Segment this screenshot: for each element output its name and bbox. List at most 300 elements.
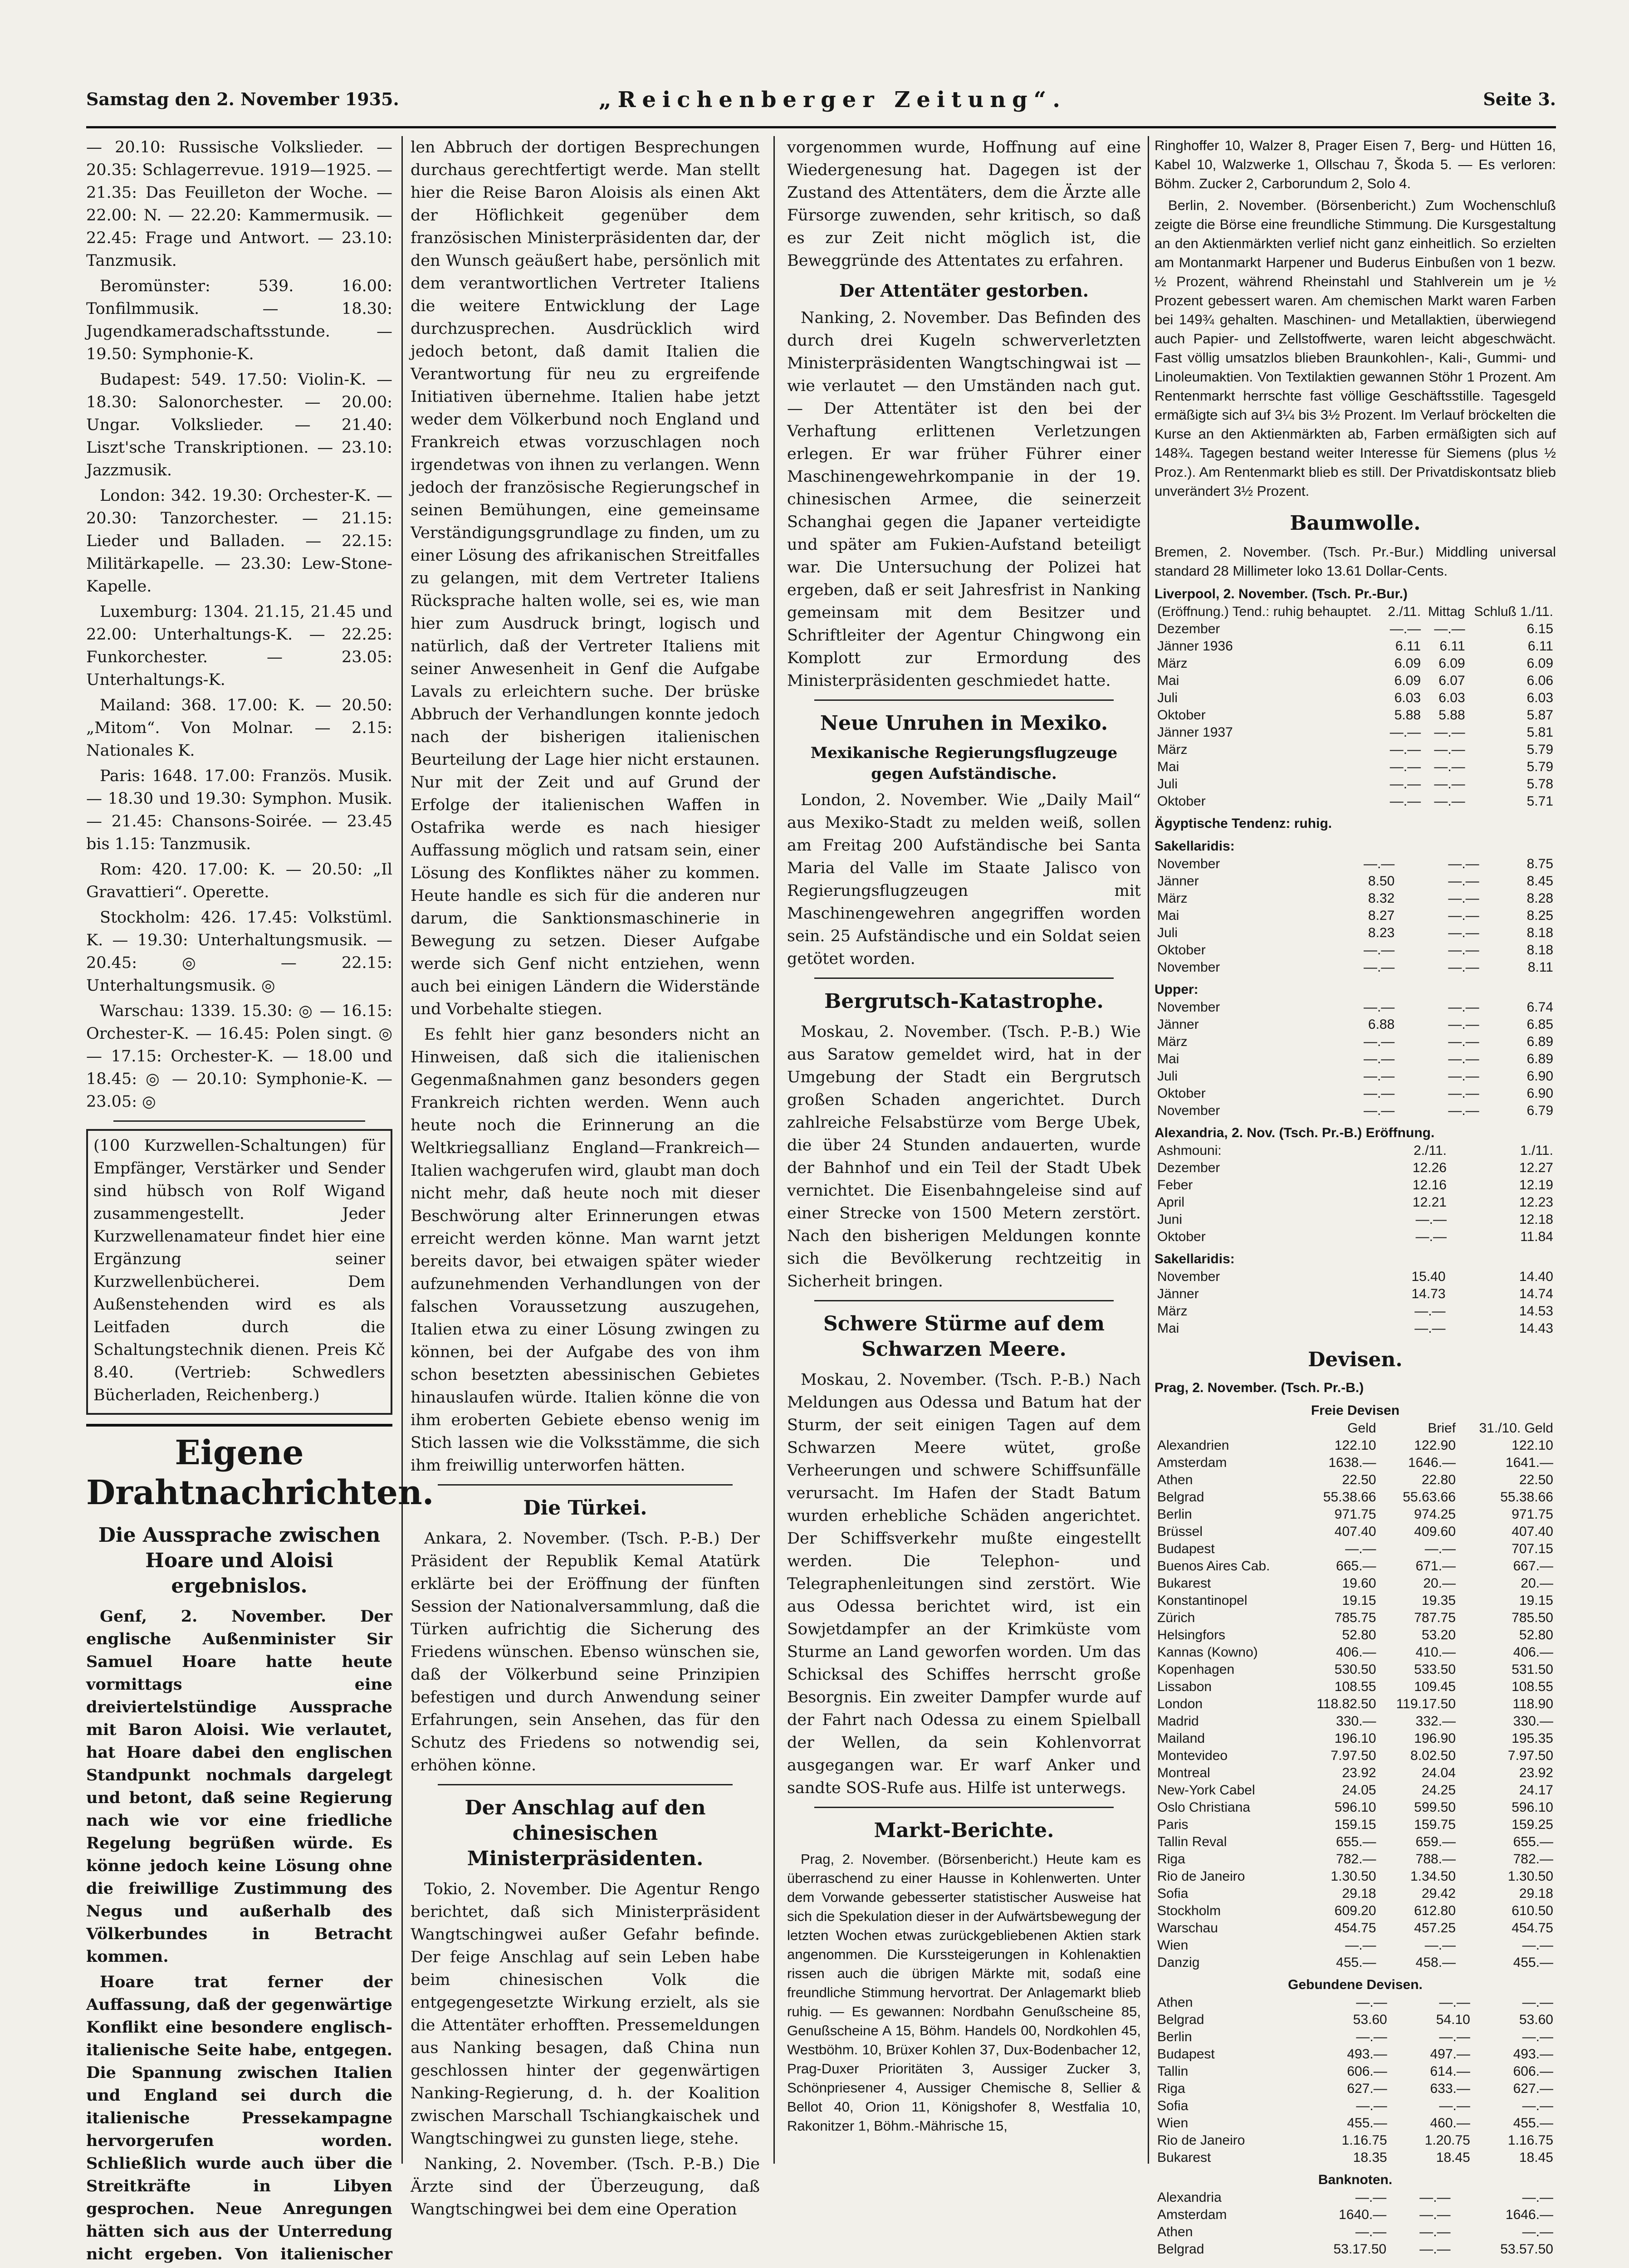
book-notice-box — [86, 1129, 392, 1415]
table-row — [1154, 2224, 1556, 2241]
table-row — [1154, 1016, 1556, 1033]
table-cell: —.— — [1363, 1000, 1395, 1015]
table-cell: Mai — [1157, 759, 1179, 774]
table-cell: —.— — [1345, 1938, 1376, 1953]
column-divider — [1148, 136, 1149, 2164]
table-cell: —.— — [1522, 1995, 1553, 2010]
table-row — [1154, 1102, 1556, 1119]
table-body — [1154, 1268, 1556, 1337]
table-cell: 787.75 — [1414, 1610, 1456, 1625]
table-row — [1154, 707, 1556, 724]
table-cell: 53.60 — [1353, 2012, 1387, 2027]
table-cell: 633.— — [1430, 2081, 1470, 2096]
article-heading: Die Aussprache zwischen Hoare und Aloisi ergebnislos. — [98, 1524, 381, 1598]
table-cell: 667.— — [1513, 1559, 1553, 1574]
table-cell: 531.50 — [1512, 1662, 1553, 1677]
table-cell: 455.— — [1513, 1955, 1553, 1970]
table-cell: 14.53 — [1519, 1304, 1553, 1319]
table-cell: 55.38.66 — [1323, 1490, 1376, 1505]
table-cell: 8.11 — [1527, 960, 1553, 975]
table-cell: 1.16.75 — [1341, 2133, 1387, 2148]
table-cell: 971.75 — [1334, 1507, 1376, 1522]
bremen-quote: Bremen, 2. November. (Tsch. Pr.-Bur.) Middling universal standard 28 Millimeter loko 13.61 Dollar-Cents. — [1154, 544, 1556, 579]
table-cell: —.— — [1363, 1086, 1395, 1101]
table-body — [1154, 1159, 1556, 1246]
table-cell: Kannas (Kowno) — [1157, 1645, 1258, 1660]
table-row — [1154, 2206, 1556, 2224]
table-cell: 655.— — [1513, 1834, 1553, 1849]
article-heading: Schwere Stürme auf dem Schwarzen Meere. — [823, 1312, 1105, 1361]
table-cell: 19.15 — [1342, 1593, 1376, 1608]
table-cell: —.— — [1434, 777, 1465, 792]
table-cell: —.— — [1448, 943, 1479, 958]
table-cell: 12.19 — [1519, 1178, 1553, 1193]
table-row — [1154, 924, 1556, 942]
table-row — [1154, 1937, 1556, 1954]
table-cell: Juli — [1157, 690, 1178, 705]
table-cell: 6.90 — [1526, 1086, 1553, 1101]
table-cell: —.— — [1448, 1086, 1479, 1101]
table-cell: 407.40 — [1334, 1524, 1376, 1539]
table-cell: 53.60 — [1519, 2012, 1553, 2027]
table-cell: 454.75 — [1512, 1921, 1553, 1936]
table-cell: —.— — [1434, 621, 1465, 636]
table-body — [1154, 855, 1556, 976]
table-cell: 14.43 — [1519, 1321, 1553, 1336]
table-cell: 24.17 — [1519, 1783, 1553, 1798]
radio-entry: Beromünster: 539. 16.00: Tonfilmmusik. — 18.30: Jugendkameradschaftsstunde. — 19.50: Symphonie-K. — [86, 277, 392, 363]
table-row — [1154, 1540, 1556, 1558]
table-cell: 1./11. — [1520, 1143, 1553, 1158]
table-cell: Jänner 1936 — [1157, 639, 1233, 654]
table-cell: 6.03 — [1438, 690, 1465, 705]
table-row — [1154, 1177, 1556, 1194]
table-row — [1154, 793, 1556, 810]
table-cell: 31./10. Geld — [1479, 1421, 1553, 1436]
table-cell: Paris — [1157, 1817, 1189, 1832]
table-cell: 6.11 — [1527, 639, 1553, 654]
table-row — [1154, 638, 1556, 655]
table-cell: 8.45 — [1526, 874, 1553, 889]
table-row — [1154, 1994, 1556, 2011]
table-row — [1154, 2046, 1556, 2063]
table-cell: —.— — [1356, 2029, 1387, 2044]
table-cell: 12.18 — [1519, 1212, 1553, 1227]
table-cell: November — [1157, 1269, 1220, 1284]
table-cell: —.— — [1389, 621, 1421, 636]
table-cell: 8.32 — [1368, 891, 1395, 906]
table-cell: 5.79 — [1526, 742, 1553, 757]
table-row — [1154, 1902, 1556, 1920]
radio-entry: Luxemburg: 1304. 21.15, 21.45 und 22.00: Unterhaltungs-K. — 22.25: Funkorchester. — 23.05: Unterhaltungs-K. — [86, 603, 392, 689]
table-cell: —.— — [1363, 1034, 1395, 1049]
table-cell: November — [1157, 1000, 1220, 1015]
table-cell: —.— — [1522, 2029, 1553, 2044]
article-heading: Markt-Berichte. — [874, 1819, 1054, 1842]
table-cell: Juli — [1157, 925, 1178, 940]
table-cell: 455.— — [1336, 1955, 1376, 1970]
table-row — [1154, 1713, 1556, 1730]
table-row — [1154, 1765, 1556, 1782]
table-cell: 5.88 — [1394, 708, 1421, 723]
table-cell: 596.10 — [1334, 1800, 1376, 1815]
table-cell: —.— — [1389, 777, 1421, 792]
table-cell: 785.50 — [1512, 1610, 1553, 1625]
table-cell: Geld — [1347, 1421, 1376, 1436]
table-cell: 1640.— — [1339, 2207, 1387, 2222]
article-heading: Der Attentäter gestorben. — [839, 280, 1089, 301]
table-cell: 627.— — [1347, 2081, 1387, 2096]
table-cell: 53.57.50 — [1500, 2242, 1553, 2257]
table-cell: 11.84 — [1520, 1229, 1553, 1244]
table-cell: Stockholm — [1157, 1903, 1221, 1918]
table-cell: Oktober — [1157, 1229, 1206, 1244]
table-row — [1154, 1454, 1556, 1471]
table-cell: 609.20 — [1334, 1903, 1376, 1918]
table-cell: 1641.— — [1505, 1455, 1553, 1470]
table-cell: 8.27 — [1368, 908, 1395, 923]
table-cell: Oslo Christiana — [1157, 1800, 1251, 1815]
table-cell: Juli — [1157, 777, 1178, 792]
article-subheading: Mexikanische Regierungsflugzeuge gegen Aufständische. — [810, 744, 1118, 783]
table-cell: 29.18 — [1342, 1886, 1376, 1901]
table-cell: 659.— — [1415, 1834, 1456, 1849]
table-cell: —.— — [1363, 960, 1395, 975]
table-row — [1154, 1885, 1556, 1902]
table-cell: —.— — [1389, 742, 1421, 757]
devisen-heading: Devisen. — [1308, 1348, 1403, 1371]
ashmouni-table — [1154, 1142, 1556, 1246]
table-cell: 1.20.75 — [1424, 2133, 1470, 2148]
table-cell: 5.81 — [1526, 725, 1553, 740]
table-row — [1154, 942, 1556, 959]
banknoten-table — [1154, 2189, 1556, 2258]
table-cell: —.— — [1434, 742, 1465, 757]
banknoten-title: Banknoten. — [1318, 2172, 1393, 2187]
table-cell: —.— — [1414, 1304, 1446, 1319]
table-row — [1154, 1320, 1556, 1337]
divider — [814, 978, 1114, 979]
table-cell: —.— — [1355, 2224, 1387, 2239]
table-row — [1154, 1228, 1556, 1246]
table-row — [1154, 1609, 1556, 1627]
table-cell: 14.73 — [1411, 1286, 1446, 1301]
table-row — [1154, 1194, 1556, 1211]
column-divider — [401, 136, 403, 2164]
table-cell: —.— — [1448, 908, 1479, 923]
table-cell: 406.— — [1336, 1645, 1376, 1660]
article-paragraph: London, 2. November. Wie „Daily Mail“ aus Mexiko-Stadt zu melden weiß, sollen am Freitag 200 Aufständische bei Santa Maria del Valle im Staate Jalisco von Regierungsflugzeugen mit Maschinengewehren angegriffen worden sein. 25 Aufständische und ein Soldat seien getötet worden. — [787, 791, 1141, 968]
table-cell: New-York Cabel — [1157, 1783, 1255, 1798]
article-paragraph: Es fehlt hier ganz besonders nicht an Hinweisen, daß sich die italienischen Gegenmaßnahmen ganz besonders gegen Frankreich richten werden. Wenn auch heute noch die Erinnerung an die Weltkriegsallianz England—Frankreich—Italien wachgerufen wird, glaubt man doch nicht mehr, daß heute noch mit dieser Beschwörung alter Erinnerungen etwas erreicht werden könne. Man warnt jetzt bereits davor, bei etwaigen später wieder aufzunehmenden Verhandlungen von der falschen Voraussetzung auszugehen, Italien etwa zu einer Lösung zwingen zu können, bei der Aufgabe des von ihm schon besetzten abessinischen Gebietes hinauslaufen würde. Italien könne die von ihm eroberten Gebiete ebenso wenig im Stich lassen wie die Volksstämme, die sich ihm freiwillig unterworfen hätten. — [411, 1026, 760, 1475]
table-cell: Bukarest — [1157, 1576, 1211, 1591]
table-cell: Athen — [1157, 2224, 1193, 2239]
table-cell: Tallin — [1157, 2064, 1189, 2079]
radio-entry: Paris: 1648. 17.00: Französ. Musik. — 18.30 und 19.30: Symphon. Musik. — 21.45: Chansons-Soirée. — 23.45 bis 1.15: Tanzmusik. — [86, 767, 392, 853]
table-cell: 782.— — [1336, 1852, 1376, 1867]
header-page-number: Seite 3. — [1483, 89, 1556, 109]
table-cell: —.— — [1356, 1995, 1387, 2010]
table-row — [1154, 2241, 1556, 2258]
table-row — [1154, 1575, 1556, 1592]
page-header — [86, 89, 1556, 121]
table-cell: 460.— — [1430, 2116, 1470, 2131]
table-cell: 6.09 — [1394, 656, 1421, 671]
table-row — [1154, 1085, 1556, 1102]
radio-entry: Rom: 420. 17.00: K. — 20.50: „Il Gravattieri“. Operette. — [86, 860, 392, 901]
table-cell: 2./11. — [1388, 604, 1421, 619]
table-row — [1154, 2115, 1556, 2132]
table-cell: Belgrad — [1157, 1490, 1204, 1505]
table-cell: —.— — [1448, 1034, 1479, 1049]
table-cell: 457.25 — [1414, 1921, 1456, 1936]
table-cell: März — [1157, 742, 1188, 757]
table-cell: —.— — [1363, 856, 1395, 871]
table-cell: Riga — [1157, 1852, 1185, 1867]
table-cell: —.— — [1448, 1069, 1479, 1084]
devisen-subtitle: Freie Devisen — [1311, 1403, 1400, 1418]
table-row — [1154, 1471, 1556, 1489]
table-cell: Buenos Aires Cab. — [1157, 1559, 1270, 1574]
radio-entry: Stockholm: 426. 17.45: Volkstüml. K. — 19.30: Unterhaltungsmusik. — 20.45: ◎ — 22.15: Unterhaltungsmusik. ◎ — [86, 909, 392, 995]
table-cell: 29.42 — [1421, 1886, 1456, 1901]
table-cell: Montevideo — [1157, 1748, 1228, 1763]
divider — [814, 1807, 1114, 1808]
table-cell: 2./11. — [1414, 1143, 1447, 1158]
divider — [814, 1300, 1114, 1301]
table-row — [1154, 1816, 1556, 1833]
table-cell: 671.— — [1415, 1559, 1456, 1574]
table-cell: 108.55 — [1512, 1679, 1553, 1694]
table-cell: —.— — [1434, 759, 1465, 774]
table-cell: 55.63.66 — [1403, 1490, 1456, 1505]
table-cell: Oktober — [1157, 708, 1206, 723]
table-cell: 119.17.50 — [1396, 1696, 1456, 1711]
table-cell: November — [1157, 856, 1220, 871]
article-paragraph: Moskau, 2. November. (Tsch. P.-B.) Nach Meldungen aus Odessa und Batum hat der Sturm, der seit einigen Tagen auf dem Schwarzen Meere wütet, große Verheerungen und schwere Schiffsunfälle verursacht. Im Hafen der Stadt Batum wurden erhebliche Schäden angerichtet. Der Schiffsverkehr mußte eingestellt werden. Die Telephon- und Telegraphenleitungen sind zerstört. Wie aus Odessa berichtet wird, ist ein Sowjetdampfer an der Krimküste vom Sturme an Land geworfen worden. Um das Schicksal des Schiffes herrscht große Besorgnis. Ein zweiter Dampfer wurde auf der Fahrt nach Odessa zu einem Spielball der Wellen, da sein Kohlenvorrat ausgegangen war. Er warf Anker und sandte SOS-Rufe aus. Hilfe ist unterwegs. — [787, 1371, 1141, 1797]
article-paragraph: Nanking, 2. November. Das Befinden des durch drei Kugeln schwerverletzten Ministerpräsidenten Wangtschingwai ist — wie verlautet — den Umständen nach gut. — Der Attentäter ist den bei der Verhaftung erlittenen Verletzungen erlegen. Er war früher Führer einer Maschinengewehrkompanie in der 19. chinesischen Armee, die seinerzeit Schanghai gegen die Japaner verteidigte und später am Fukien-Aufstand beteiligt war. Die Untersuchung der Polizei hat ergeben, daß er seit Jahresfrist in Nanking gemeinsam mit dem Besitzer und Schriftleiter der Agentur Chingwong ein Komplott zur Ermordung des Ministerpräsidenten geschmiedet hatte. — [787, 309, 1141, 690]
table-row — [1154, 907, 1556, 924]
table-cell: —.— — [1439, 1995, 1470, 2010]
table-cell: März — [1157, 1034, 1188, 1049]
table-cell: Rio de Janeiro — [1157, 1869, 1245, 1884]
table-cell: 1.30.50 — [1507, 1869, 1553, 1884]
table-row — [1154, 1678, 1556, 1696]
table-cell: 614.— — [1430, 2064, 1470, 2079]
column-1 — [86, 136, 434, 2263]
table-cell: Montreal — [1157, 1765, 1210, 1780]
table-cell: 5.71 — [1526, 794, 1553, 809]
table-cell: Mai — [1157, 1321, 1179, 1336]
table-cell: —.— — [1448, 1017, 1479, 1032]
table-cell: 493.— — [1513, 2047, 1553, 2062]
table-cell: Wien — [1157, 2116, 1189, 2131]
table-cell: 6.03 — [1526, 690, 1553, 705]
table-row — [1154, 689, 1556, 707]
table-cell: 6.74 — [1526, 1000, 1553, 1015]
table-cell: 122.10 — [1512, 1438, 1553, 1453]
table-cell: —.— — [1363, 1051, 1395, 1066]
table-cell: —.— — [1424, 1541, 1456, 1556]
table-cell: 627.— — [1513, 2081, 1553, 2096]
table-row — [1154, 776, 1556, 793]
table-cell: 8.23 — [1368, 925, 1395, 940]
table-cell: 6.79 — [1526, 1103, 1553, 1118]
table-cell: 15.40 — [1411, 1269, 1446, 1284]
table-row — [1154, 873, 1556, 890]
table-cell: Madrid — [1157, 1714, 1199, 1729]
divider — [814, 699, 1114, 701]
table-cell: 12.23 — [1519, 1195, 1553, 1210]
article-paragraph: Genf, 2. November. Der englische Außenminister Sir Samuel Hoare hatte heute vormittags eine dreiviertelstündige Aussprache mit Baron Aloisi. Wie verlautet, hat Hoare dabei den englischen Standpunkt nochmals dargelegt und betont, daß seine Regierung nach wie vor eine friedliche Regelung begrüßen würde. Es könne jedoch keine Lösung ohne die freiwillige Zustimmung des Negus und außerhalb des Völkerbundes in Betracht kommen. — [86, 1607, 392, 1966]
section-heading: Eigene Drahtnachrichten. — [86, 1424, 392, 1513]
table-cell: 1646.— — [1505, 2207, 1553, 2222]
table-cell: 22.50 — [1519, 1472, 1553, 1487]
table-cell: —.— — [1389, 725, 1421, 740]
table-cell: 5.87 — [1526, 708, 1553, 723]
table-cell: 409.60 — [1414, 1524, 1456, 1539]
table-cell: —.— — [1448, 925, 1479, 940]
table-cell: —.— — [1522, 2224, 1553, 2239]
table-cell: 159.15 — [1334, 1817, 1376, 1832]
table-cell: —.— — [1434, 794, 1465, 809]
table-row — [1154, 1268, 1556, 1286]
table-row — [1154, 1627, 1556, 1644]
table-cell: Lissabon — [1157, 1679, 1212, 1694]
table-cell: 1638.— — [1328, 1455, 1376, 1470]
table-cell: Juni — [1157, 1212, 1183, 1227]
column-divider — [773, 136, 775, 2164]
table-row — [1154, 1592, 1556, 1609]
table-row — [1154, 1954, 1556, 1971]
table-row — [1154, 2063, 1556, 2080]
table-cell: Oktober — [1157, 794, 1206, 809]
table-cell: —.— — [1522, 2190, 1553, 2205]
table-row — [1154, 1833, 1556, 1851]
table-cell: 407.40 — [1512, 1524, 1553, 1539]
article-paragraph: len Abbruch der dortigen Besprechungen durchaus gerechtfertigt werde. Man stellt hier die Reise Baron Aloisis als einen Akt der Höflichkeit gegenüber dem französischen Ministerpräsidenten dar, der den Wunsch geäußert habe, persönlich mit dem verantwortlichen Vertreter Italiens die weitere Entwicklung der Lage durchzusprechen. Ausdrücklich wird jedoch betont, daß damit Italien die Verantwortung für neu zu ergreifende Initiativen übernehme. Italien habe jetzt weder dem Völkerbund noch England und Frankreich etwas vorzuschlagen noch irgendetwas von ihnen zu verlangen. Wenn jedoch der französische Regierungschef in seinen Bemühungen, eine gemeinsame Verständigungsgrundlage zu finden, um zu einer Lösung des afrikanischen Streitfalles zu gelangen, mit dem Vertreter Italiens Rücksprache halten wolle, sei es, wie man hier zum Ausdruck bringt, logisch und natürlich, daß der Vertreter Italiens mit seiner Anwesenheit in Genf die Aufgabe Lavals zu erleichtern suche. Der brüske Abbruch der Verhandlungen konnte jedoch nach der bisherigen italienischen Beurteilung der Lage hier nicht erstaunen. Nur mit der Zeit und auf Grund der Erfolge der italienischen Waffen in Ostafrika werde es nach hiesiger Auffassung möglich und ratsam sein, einer Lösung des Konfliktes näher zu kommen. Heute handle es sich für die anderen nur darum, die Sanktionsmaschinerie in Bewegung zu setzen. Dieser Aufgabe werde sich Genf nicht entziehen, wenn auch bei einigen Ländern die Widerstände und Vorbehalte stiegen. — [411, 138, 760, 1018]
table-cell: 20.— — [1423, 1576, 1456, 1591]
sakellaridis-table — [1154, 1268, 1556, 1337]
table-row — [1154, 1868, 1556, 1885]
table-cell: Dezember — [1157, 621, 1220, 636]
table-row — [1154, 1159, 1556, 1177]
radio-entry: London: 342. 19.30: Orchester-K. — 20.30: Tanzorchester. — 21.15: Lieder und Balladen. — 22.15: Militärkapelle. — 23.30: Lew-Stone-Kapelle. — [86, 487, 392, 596]
table-cell: —.— — [1439, 2098, 1470, 2113]
table-cell: 14.40 — [1519, 1269, 1553, 1284]
column-4 — [1154, 136, 1556, 2257]
table-cell: 12.16 — [1412, 1178, 1447, 1193]
table-cell: 6.11 — [1395, 639, 1421, 654]
table-cell: November — [1157, 960, 1220, 975]
table-cell: Berlin — [1157, 2029, 1192, 2044]
table-row — [1154, 1068, 1556, 1085]
table-row — [1154, 1558, 1556, 1575]
table-row — [1154, 672, 1556, 689]
article-paragraph: vorgenommen wurde, Hoffnung auf eine Wiedergenesung hat. Dagegen ist der Zustand des Attentäters, dem die Ärzte alle Fürsorge zuwenden, sehr kritisch, so daß es zur Zeit nicht möglich ist, die Beweggründe des Attentates zu erfahren. — [787, 138, 1141, 270]
table-cell: —.— — [1448, 1103, 1479, 1118]
table-cell — [1154, 1420, 1299, 1437]
table-cell: 606.— — [1347, 2064, 1387, 2079]
table-cell: 53.20 — [1421, 1628, 1456, 1642]
book-notice: (100 Kurzwellen-Schaltungen) für Empfänger, Verstärker und Sender sind hübsch von Rolf Wigand zusammengestellt. Jeder Kurzwellenamateur findet hier eine Ergänzung seiner Kurzwellenbücherei. Dem Außenstehenden wird es als Leitfaden durch die Schaltungstechnik dienen. Preis Kč 8.40. (Vertrieb: Schwedlers Bücherladen, Reichenberg.) — [93, 1137, 385, 1404]
table-cell: 455.— — [1347, 2116, 1387, 2131]
table-cell: Danzig — [1157, 1955, 1200, 1970]
table-body — [1154, 1994, 1556, 2166]
table-cell: Warschau — [1157, 1921, 1218, 1936]
table-cell: Berlin — [1157, 1507, 1192, 1522]
article-heading: Der Anschlag auf den chinesischen Ministerpräsidenten. — [465, 1796, 706, 1870]
table-cell: 23.92 — [1519, 1765, 1553, 1780]
table-cell: —.— — [1419, 2242, 1451, 2257]
table-row — [1154, 2132, 1556, 2149]
table-cell: —.— — [1439, 2029, 1470, 2044]
table-cell: —.— — [1448, 960, 1479, 975]
table-cell: 6.07 — [1438, 673, 1465, 688]
table-row — [1154, 1211, 1556, 1228]
table-cell: 596.10 — [1512, 1800, 1553, 1815]
table-cell: —.— — [1448, 891, 1479, 906]
table-cell: 122.10 — [1334, 1438, 1376, 1453]
table-row — [1154, 1489, 1556, 1506]
table-cell: 18.45 — [1519, 2150, 1553, 2165]
table-cell: 196.10 — [1334, 1731, 1376, 1746]
table-cell: 8.28 — [1526, 891, 1553, 906]
table-row — [1154, 1506, 1556, 1523]
table-cell: —.— — [1363, 1103, 1395, 1118]
table-cell: —.— — [1419, 2207, 1451, 2222]
table-cell: 707.15 — [1512, 1541, 1553, 1556]
table-cell: Brief — [1428, 1421, 1456, 1436]
table-cell: 5.88 — [1438, 708, 1465, 723]
table-row — [1154, 1747, 1556, 1765]
table-cell: —.— — [1434, 725, 1465, 740]
table-header — [1154, 1420, 1556, 1437]
table-cell: 612.80 — [1414, 1903, 1456, 1918]
table-cell: April — [1157, 1195, 1185, 1210]
table-cell: 971.75 — [1512, 1507, 1553, 1522]
table-row — [1154, 2189, 1556, 2206]
table-row — [1154, 1851, 1556, 1868]
table-row — [1154, 1286, 1556, 1303]
table-cell: 55.38.66 — [1500, 1490, 1553, 1505]
market-report: Prag, 2. November. (Börsenbericht.) Heute kam es überraschend zu einer Hausse in Kohlenwerten. Unter dem Vorwande gebesserter statistischer Ausweise hat sich die Spekulation dieser in der Aufwärtsbewegung der letzten Wochen etwas zurückgebliebenen Aktien stark angenommen. Die Kurssteigerungen in Kohlenaktien rissen auch die übrigen Märkte mit, sodaß eine freundliche Stimmung hervortrat. Der Anlagemarkt blieb ruhig. — Es gewannen: Nordbahn Genußscheine 85, Genußscheine A 15, Böhm. Handels 00, Nordkohlen 45, Westböhm. 10, Brüxer Kohlen 37, Dux-Bodenbacher 12, Prag-Duxer Prioritäten 3, Aussiger Zucker 3, Schönpriesener 4, Aussiger Chemische 8, Sellier & Bellot 40, Orion 11, Königshofer 8, Westfalia 10, Rakonitzer 1, Böhm.-Mährische 15, — [787, 1851, 1141, 2134]
table-cell: Athen — [1157, 1472, 1193, 1487]
table-cell: November — [1157, 1103, 1220, 1118]
table-row — [1154, 1799, 1556, 1816]
table-cell: 8.18 — [1526, 925, 1553, 940]
table-cell: 5.78 — [1526, 777, 1553, 792]
table-cell: 109.45 — [1414, 1679, 1456, 1694]
table-row — [1154, 2097, 1556, 2115]
table-cell: 52.80 — [1519, 1628, 1553, 1642]
table-row — [1154, 758, 1556, 776]
table-cell: 7.97.50 — [1331, 1748, 1376, 1763]
table-cell: Amsterdam — [1157, 2207, 1227, 2222]
table-cell: —.— — [1363, 943, 1395, 958]
table-cell: —.— — [1522, 1938, 1553, 1953]
table-cell: 782.— — [1513, 1852, 1553, 1867]
table-cell: Jänner — [1157, 874, 1199, 889]
table-row — [1154, 999, 1556, 1016]
table-row — [1154, 890, 1556, 907]
market-report: Ringhoffer 10, Walzer 8, Prager Eisen 7, Berg- und Hütten 16, Kabel 10, Walzwerke 1, Ollschau 7, Škoda 5. — Es verloren: Böhm. Zucker 2, Carborundum 2, Solo 4. — [1154, 137, 1556, 191]
table-cell: 533.50 — [1414, 1662, 1456, 1677]
table-cell: 122.90 — [1414, 1438, 1456, 1453]
table-cell: 665.— — [1336, 1559, 1376, 1574]
table-row — [1154, 1696, 1556, 1713]
table-cell: Riga — [1157, 2081, 1185, 2096]
